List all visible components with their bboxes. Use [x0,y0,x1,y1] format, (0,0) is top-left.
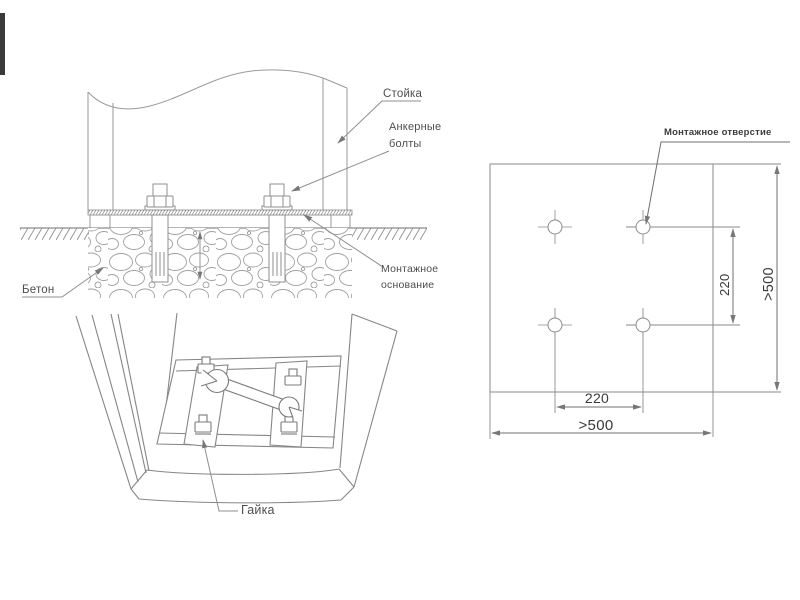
dim-plate-width: >500 [578,417,614,434]
plan-view-drawing [490,142,790,439]
label-anchor-bolts: Анкерные болты [389,121,442,150]
post-bottom-rim [131,469,354,503]
assembly-view-drawing [76,313,397,511]
label-post: Стойка [383,88,423,100]
dim-hole-spacing-vertical: 220 [717,273,732,296]
post-outline [88,70,347,210]
nut-leader-line [203,440,238,511]
mounting-hole-bottom-left [538,318,572,332]
dim-hole-spacing-horizontal: 220 [584,390,610,406]
mounting-hole-top-left [538,210,572,244]
dimension-lines [492,166,777,433]
dim-plate-height: >500 [761,267,777,301]
label-concrete: Бетон [22,284,55,296]
label-mounting-base: Монтажное основание [381,263,439,291]
mounting-hole-bottom-right [636,318,650,332]
mounting-hole-leader-line [646,142,790,224]
base-plate-outline [490,164,713,392]
concrete-fill [88,228,352,298]
label-mounting-hole: Монтажное отверстие [664,127,772,138]
mounting-base-plate [88,210,352,228]
label-nut: Гайка [241,503,275,517]
extension-lines [490,164,781,439]
section-view-drawing [20,70,427,298]
base-plate-interior [157,356,341,448]
